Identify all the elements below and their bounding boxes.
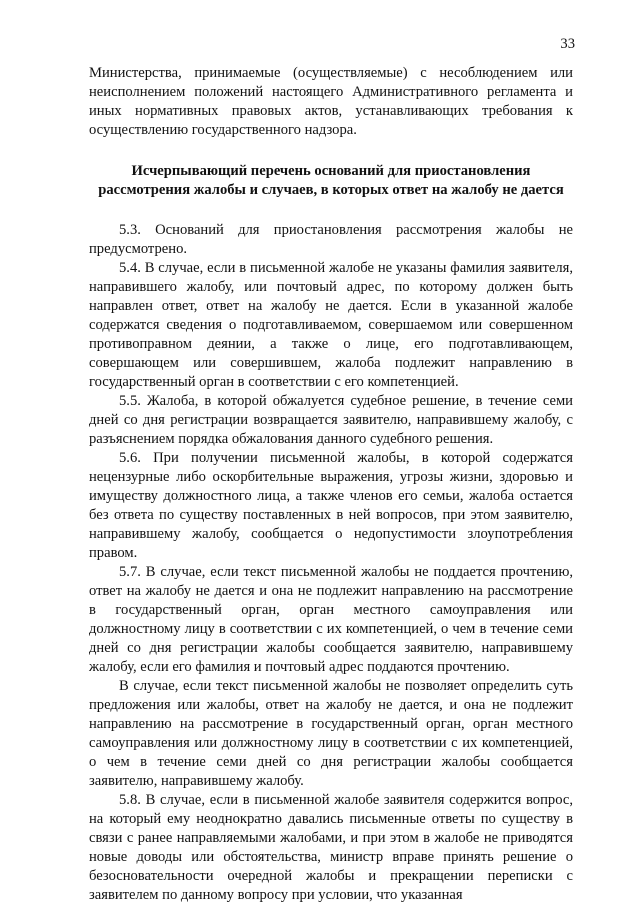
document-body — [89, 64, 573, 905]
paragraph-5-3: 5.3. Оснований для приостановления рассмотрения жалобы не предусмотрено. — [89, 222, 573, 257]
paragraph-5-7-continued: В случае, если текст письменной жалобы не позволяет определить суть предложения или жалобы, ответ на жалобу не дается, и она не подлежит направлению на рассмотрение в государственный орган, орган местного самоуправления или должностному лицу в соответствии с их компетенцией, о чем в течение семи дней со дня регистрации жалобы сообщается заявителю, направившему жалобу. — [89, 678, 573, 789]
section-heading-line-1: Исчерпывающий перечень оснований для приостановления — [131, 163, 531, 179]
section-heading-line-2: рассмотрения жалобы и случаев, в которых ответ на жалобу не дается — [98, 182, 564, 198]
section-heading — [89, 162, 573, 200]
paragraph-5-5: 5.5. Жалоба, в которой обжалуется судебное решение, в течение семи дней со дня регистрации возвращается заявителю, направившему жалобу, с разъяснением порядка обжалования данного судебного решения. — [89, 393, 573, 447]
page-number: 33 — [560, 36, 575, 52]
paragraph-5-4: 5.4. В случае, если в письменной жалобе не указаны фамилия заявителя, направившего жалобу, или почтовый адрес, по которому должен быть направлен ответ, ответ на жалобу не дается. Если в указанной жалобе содержатся сведения о подготавливаемом, совершаемом или совершенном противоправном деянии, а также о лице, его подготавливающем, совершающем или совершившем, жалоба подлежит направлению в государственный орган в соответствии с его компетенцией. — [89, 260, 573, 390]
paragraph-5-8: 5.8. В случае, если в письменной жалобе заявителя содержится вопрос, на который ему неоднократно давались письменные ответы по существу в связи с ранее направляемыми жалобами, и при этом в жалобе не приводятся новые доводы или обстоятельства, министр вправе принять решение о безосновательности очередной жалобы и прекращении переписки с заявителем по данному вопросу при условии, что указанная — [89, 792, 573, 903]
intro-paragraph: Министерства, принимаемые (осуществляемые) с несоблюдением или неисполнением положений настоящего Административного регламента и иных нормативных правовых актов, устанавливающих требования к осуществлению государственного надзора. — [89, 65, 573, 138]
paragraph-5-7: 5.7. В случае, если текст письменной жалобы не поддается прочтению, ответ на жалобу не дается и она не подлежит направлению на рассмотрение в государственный орган, орган местного самоуправления или должностному лицу в соответствии с их компетенцией, о чем в течение семи дней со дня регистрации жалобы сообщается заявителю, направившему жалобу, если его фамилия и почтовый адрес поддаются прочтению. — [89, 564, 573, 675]
paragraph-5-6: 5.6. При получении письменной жалобы, в которой содержатся нецензурные либо оскорбительные выражения, угрозы жизни, здоровью и имуществу должностного лица, а также членов его семьи, жалоба остается без ответа по существу поставленных в ней вопросов, при этом заявителю, направившему жалобу, сообщается о недопустимости злоупотребления правом. — [89, 450, 573, 561]
